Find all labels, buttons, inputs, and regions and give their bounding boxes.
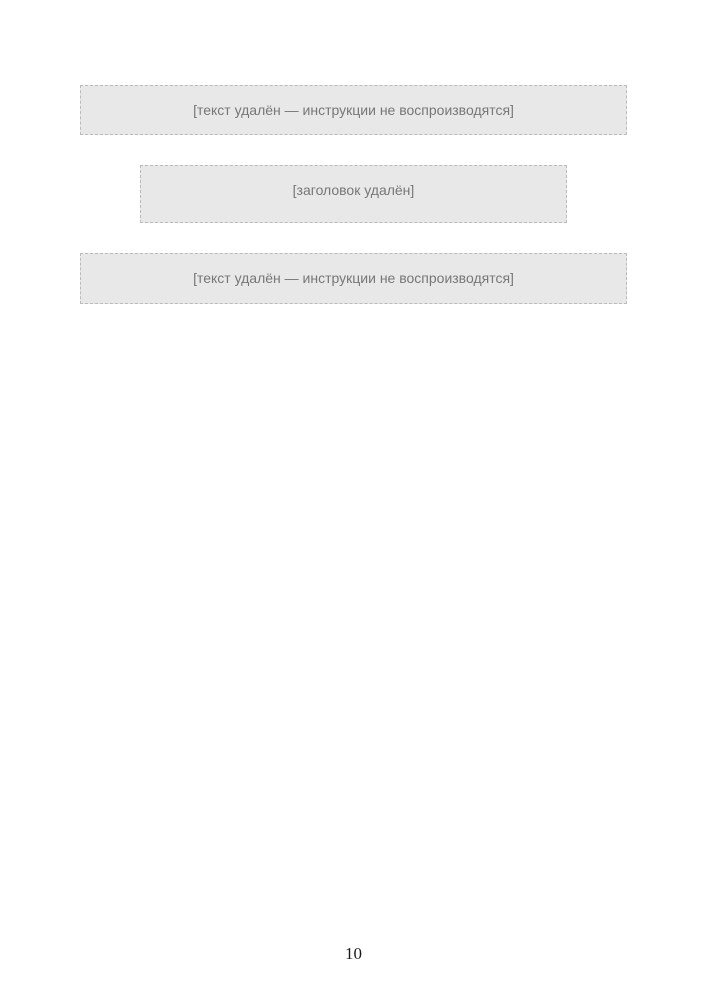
redacted-paragraphs-top: [текст удалён — инструкции не воспроизводятся] <box>80 85 627 135</box>
redacted-paragraphs-bottom: [текст удалён — инструкции не воспроизводятся] <box>80 253 627 303</box>
redacted-section-heading: [заголовок удалён] <box>140 165 567 223</box>
page-text <box>80 75 627 920</box>
page-number: 10 <box>345 944 362 963</box>
